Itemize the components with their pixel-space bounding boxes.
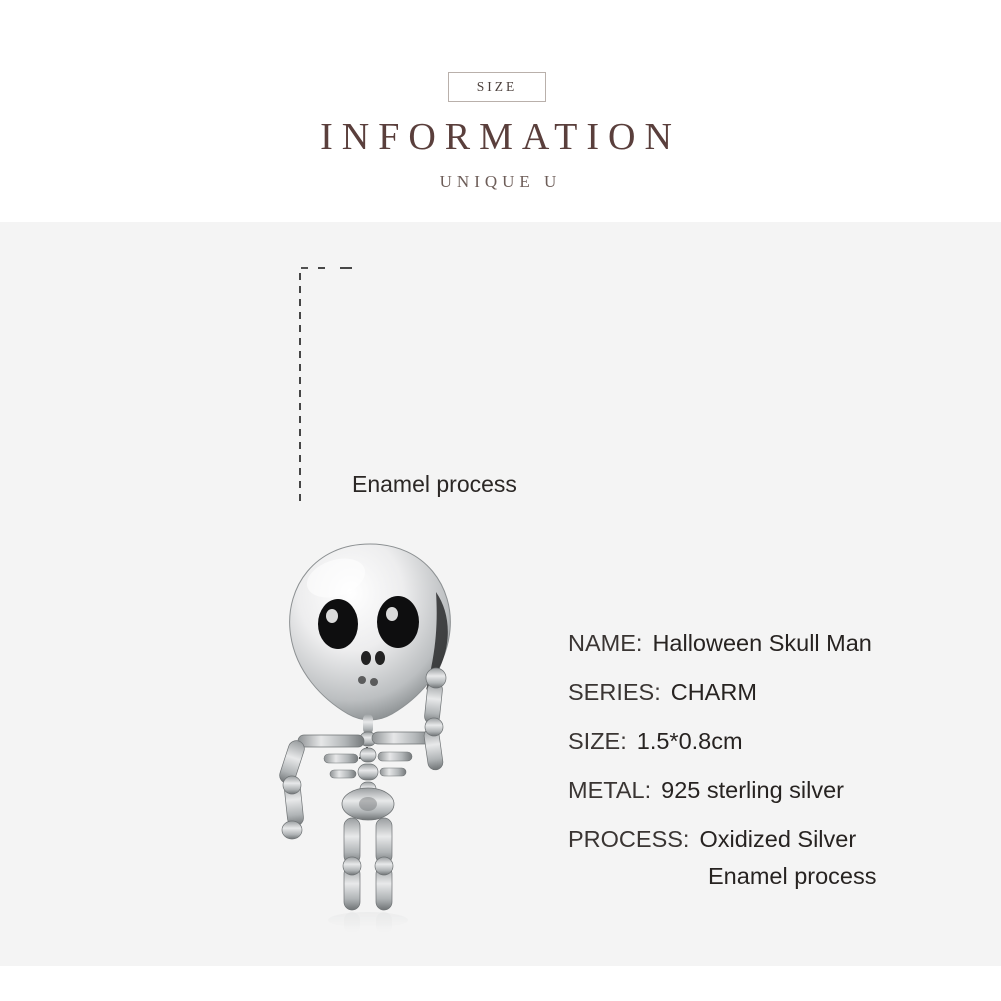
pelvis bbox=[342, 788, 394, 820]
skull-man-charm-svg bbox=[240, 532, 500, 932]
spec-value-process-secondary: Enamel process bbox=[708, 863, 877, 889]
product-illustration bbox=[240, 532, 500, 932]
spec-value-metal: 925 sterling silver bbox=[661, 777, 844, 803]
spec-value-process: Oxidized Silver bbox=[699, 826, 857, 852]
spec-value-size: 1.5*0.8cm bbox=[636, 728, 743, 754]
spec-row-series bbox=[568, 679, 988, 706]
spec-label-metal: METAL: bbox=[568, 777, 652, 803]
spec-label-process: PROCESS: bbox=[568, 826, 690, 852]
spec-row-metal bbox=[568, 777, 988, 804]
size-badge bbox=[448, 72, 546, 102]
spec-row-name bbox=[568, 630, 988, 657]
info-panel bbox=[0, 222, 1001, 966]
callout-enamel-label: Enamel process bbox=[352, 471, 517, 497]
legs bbox=[343, 818, 393, 910]
page-header bbox=[0, 0, 1001, 222]
footer-strip bbox=[0, 966, 1001, 1001]
callout-enamel-leader bbox=[296, 246, 366, 501]
spec-value-name: Halloween Skull Man bbox=[652, 630, 872, 656]
spec-list bbox=[568, 630, 988, 890]
spec-label-name: NAME: bbox=[568, 630, 643, 656]
page-subtitle: UNIQUE U bbox=[439, 172, 562, 191]
product-reflection bbox=[328, 912, 408, 932]
spec-row-size bbox=[568, 728, 988, 755]
neck-link bbox=[363, 714, 373, 734]
spec-value-series: CHARM bbox=[670, 679, 757, 705]
skull-eye-right bbox=[377, 596, 419, 648]
skull-eye-left bbox=[318, 599, 358, 649]
spec-label-size: SIZE: bbox=[568, 728, 627, 754]
page-title: INFORMATION bbox=[320, 116, 681, 158]
arm-left bbox=[278, 739, 307, 839]
skull-head bbox=[290, 544, 451, 720]
size-badge-label: SIZE bbox=[476, 79, 518, 94]
spec-label-series: SERIES: bbox=[568, 679, 661, 705]
spec-row-process bbox=[568, 826, 988, 853]
